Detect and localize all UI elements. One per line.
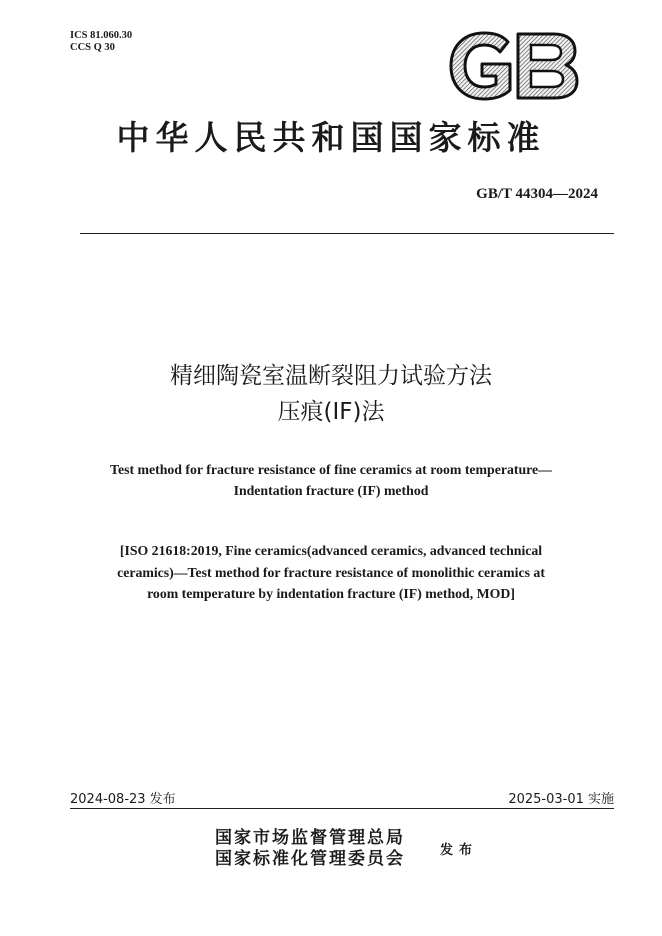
footer-divider [70, 808, 614, 809]
standard-number: GB/T 44304—2024 [476, 186, 598, 202]
ccs-code: CCS Q 30 [70, 42, 115, 53]
issuing-authorities [215, 828, 405, 870]
iso-reference-line-3: room temperature by indentation fracture (IF) method, MOD] [147, 586, 515, 601]
issue-label: 发布 [440, 843, 479, 858]
issuer-sac: 国家标准化管理委员会 [215, 849, 405, 869]
issuer-samr: 国家市场监督管理总局 [215, 828, 405, 848]
english-title [0, 459, 662, 501]
chinese-title [0, 358, 662, 430]
header-divider [80, 233, 614, 234]
implementation-date: 2025-03-01 实施 [508, 792, 614, 807]
publish-date: 2024-08-23 发布 [70, 792, 176, 807]
ics-code: ICS 81.060.30 [70, 30, 133, 41]
iso-reference [0, 540, 662, 605]
iso-reference-line-2: ceramics)—Test method for fracture resistance of monolithic ceramics at [117, 564, 545, 580]
classification-codes [70, 30, 132, 54]
gb-logo [446, 30, 581, 102]
iso-reference-line-1: [ISO 21618:2019, Fine ceramics(advanced ceramics, advanced technical [119, 543, 543, 558]
english-title-line-2: Indentation fracture (IF) method [233, 483, 429, 498]
english-title-line-1: Test method for fracture resistance of fine ceramics at room temperature— [110, 462, 552, 477]
national-standard-title: 中华人民共和国国家标准 [116, 118, 546, 157]
chinese-title-line-1: 精细陶瓷室温断裂阻力试验方法 [170, 363, 492, 389]
chinese-title-line-2: 压痕(IF)法 [277, 399, 385, 425]
